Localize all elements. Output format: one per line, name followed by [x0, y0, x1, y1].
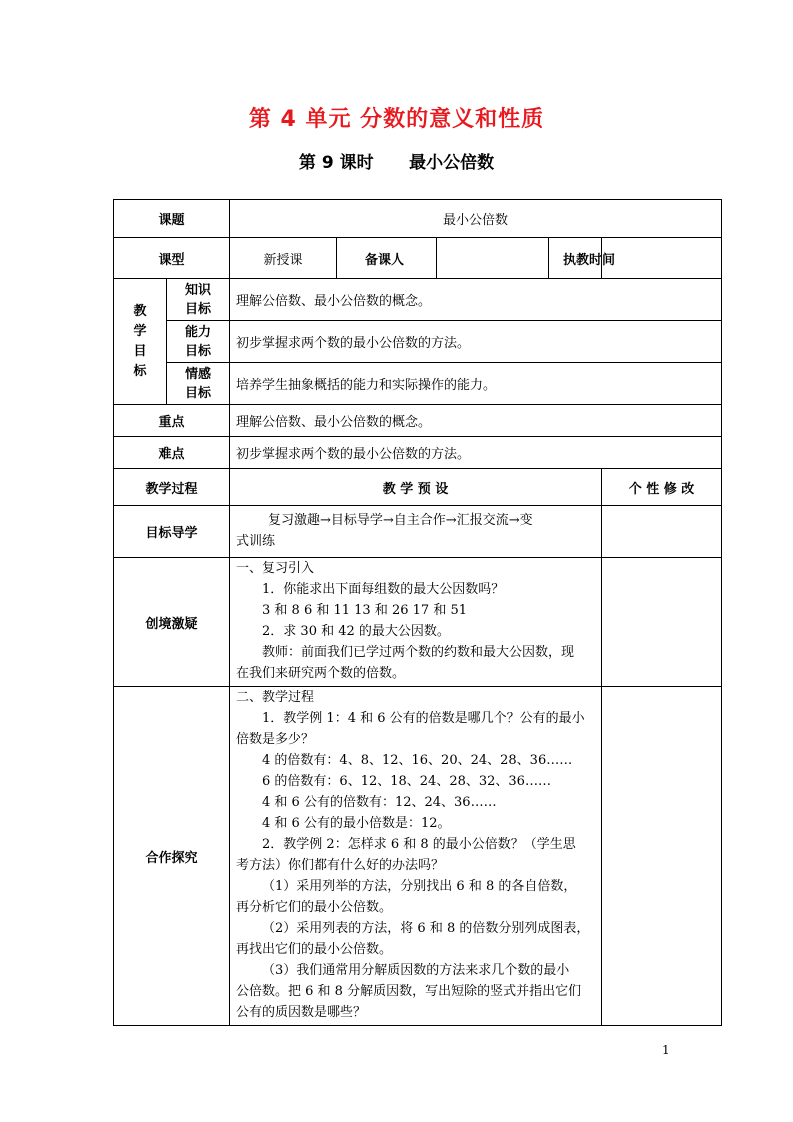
intro-line: 教师：前面我们已学过两个数的约数和最大公因数，现 — [262, 645, 575, 660]
explore-line: 倍数是多少？ — [236, 732, 315, 747]
guide-label: 目标导学 — [114, 506, 230, 558]
goal-text-knowledge: 理解公倍数、最小公倍数的概念。 — [230, 279, 722, 321]
difficulty-text: 初步掌握求两个数的最小公倍数的方法。 — [230, 437, 722, 469]
guide-revision — [602, 506, 722, 558]
intro-revision — [602, 558, 722, 687]
type-row — [114, 238, 722, 279]
explore-line: 1．教学例 1：4 和 6 公有的倍数是哪几个？公有的最小 — [262, 711, 585, 726]
intro-line: 一、复习引入 — [236, 561, 315, 576]
page-number: 1 — [662, 1043, 670, 1057]
guide-line: 复习激趣→目标导学→自主合作→汇报交流→变 — [268, 513, 533, 528]
plan-label: 教 学 预 设 — [230, 469, 602, 506]
explore-row — [114, 687, 722, 1026]
explore-line: 再找出它们的最小公倍数。 — [236, 942, 393, 957]
type-value: 新授课 — [230, 238, 337, 279]
lesson-title: 第 9 课时 最小公倍数 — [298, 153, 495, 173]
explore-label: 合作探究 — [114, 687, 230, 1026]
goal-label-knowledge: 知识 目标 — [167, 279, 230, 321]
topic-row — [114, 200, 722, 238]
teach-time-value — [602, 238, 722, 279]
explore-line: 4 和 6 公有的最小倍数是：12。 — [262, 816, 451, 831]
revision-label: 个 性 修 改 — [602, 469, 722, 506]
process-label: 教学过程 — [114, 469, 230, 506]
goal-text-emotion: 培养学生抽象概括的能力和实际操作的能力。 — [230, 363, 722, 405]
intro-line: 在我们来研究两个数的倍数。 — [236, 666, 406, 681]
difficulty-label: 难点 — [114, 437, 230, 469]
type-label: 课型 — [114, 238, 230, 279]
lesson-plan-table — [113, 199, 722, 1026]
difficulty-row — [114, 437, 722, 469]
explore-line: 考方法）你们都有什么好的办法吗？ — [236, 858, 445, 873]
guide-row — [114, 506, 722, 558]
explore-line: 二、教学过程 — [236, 690, 315, 705]
goal-row-emotion — [114, 363, 722, 405]
explore-line: 6 的倍数有：6、12、18、24、28、32、36…… — [262, 774, 551, 789]
goal-label-ability: 能力 目标 — [167, 321, 230, 363]
explore-content — [230, 687, 602, 1026]
explore-line: 再分析它们的最小公倍数。 — [236, 900, 393, 915]
goal-label-emotion: 情感 目标 — [167, 363, 230, 405]
explore-line: 4 和 6 公有的倍数有：12、24、36…… — [262, 795, 497, 810]
goal-row-ability — [114, 321, 722, 363]
explore-line: （1）采用列举的方法，分别找出 6 和 8 的各自倍数， — [262, 879, 577, 894]
intro-line: 1．你能求出下面每组数的最大公因数吗？ — [262, 582, 505, 597]
explore-line: 公倍数。把 6 和 8 分解质因数，写出短除的竖式并指出它们 — [236, 984, 582, 999]
key-point-row — [114, 405, 722, 437]
preparer-label: 备课人 — [337, 238, 437, 279]
guide-line: 式训练 — [236, 534, 276, 549]
key-point-text: 理解公倍数、最小公倍数的概念。 — [230, 405, 722, 437]
process-header-row — [114, 469, 722, 506]
intro-content — [230, 558, 602, 687]
teach-time-label: 执教时间 — [549, 238, 602, 279]
intro-line: 3 和 8 6 和 11 13 和 26 17 和 51 — [262, 603, 467, 618]
explore-line: （2）采用列表的方法，将 6 和 8 的倍数分别列成图表， — [262, 921, 590, 936]
intro-row — [114, 558, 722, 687]
goals-label: 教 学 目 标 — [114, 279, 167, 405]
topic-value: 最小公倍数 — [230, 200, 722, 238]
unit-title: 第 4 单元 分数的意义和性质 — [248, 107, 545, 132]
explore-line: 2．教学例 2：怎样求 6 和 8 的最小公倍数？（学生思 — [262, 837, 576, 852]
key-point-label: 重点 — [114, 405, 230, 437]
intro-line: 2．求 30 和 42 的最大公因数。 — [262, 624, 450, 639]
guide-content — [230, 506, 602, 558]
goal-text-ability: 初步掌握求两个数的最小公倍数的方法。 — [230, 321, 722, 363]
explore-line: 公有的质因数是哪些？ — [236, 1005, 367, 1020]
goal-row-knowledge — [114, 279, 722, 321]
explore-revision — [602, 687, 722, 1026]
preparer-value — [437, 238, 549, 279]
topic-label: 课题 — [114, 200, 230, 238]
explore-line: （3）我们通常用分解质因数的方法来求几个数的最小 — [262, 963, 570, 978]
intro-label: 创境激疑 — [114, 558, 230, 687]
explore-line: 4 的倍数有：4、8、12、16、20、24、28、36…… — [262, 753, 573, 768]
